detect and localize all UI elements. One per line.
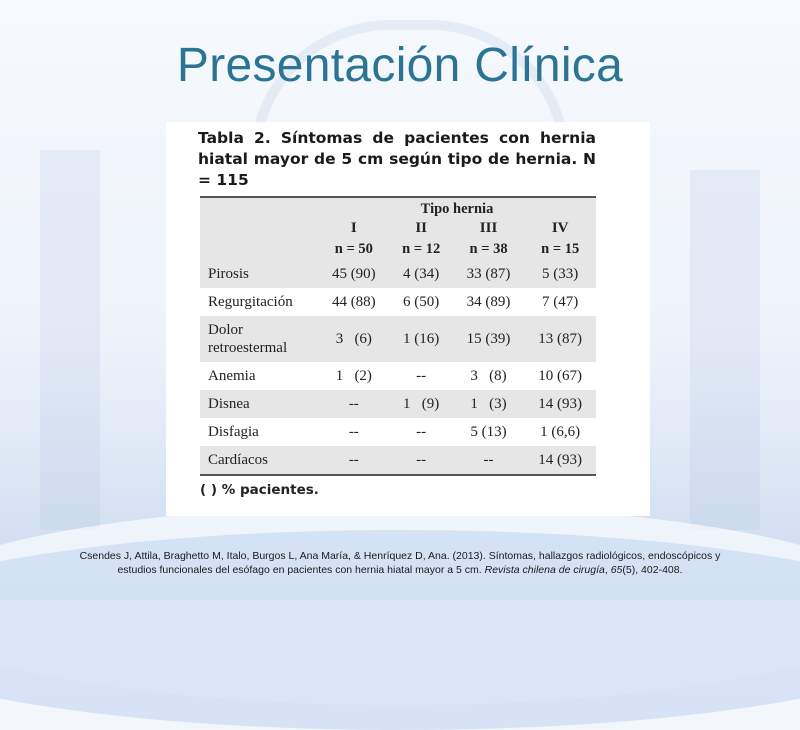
table-cell: 44 (88) (331, 293, 376, 310)
column-n: n = 50 (334, 240, 373, 257)
row-label: Disfagia (208, 423, 259, 440)
table-cell: 1 (9) (403, 395, 440, 412)
table-row (200, 446, 596, 475)
table-cell: 15 (39) (466, 331, 511, 347)
slide-title: Presentación Clínica (176, 39, 624, 92)
table-cell: 14 (93) (538, 395, 583, 412)
row-label: Dolor retroestermal (208, 322, 288, 356)
table-cell: -- (348, 395, 359, 412)
column-n: n = 12 (402, 240, 441, 257)
background-column-right (690, 170, 760, 530)
background-column-left (40, 150, 100, 530)
group-header: Tipo hernia (420, 200, 494, 217)
table-cell: 33 (87) (466, 265, 511, 282)
table-cell: 13 (87) (538, 331, 583, 347)
citation-issue-pages: (5), 402-408. (622, 564, 683, 576)
citation-line-2-text: estudios funcionales del esófago en pacientes con hernia hiatal mayor a 5 cm. (117, 564, 485, 576)
table-cell: 1 (2) (335, 367, 372, 384)
row-label: Anemia (208, 367, 256, 384)
citation-volume: 65 (610, 564, 623, 576)
column-n: n = 38 (469, 240, 508, 257)
table-image-panel (166, 122, 650, 516)
table-cell: -- (416, 423, 427, 440)
table-footnote: ( ) % pacientes. (200, 482, 319, 498)
table-cell: 10 (67) (538, 367, 583, 384)
table-row (200, 418, 596, 446)
citation-line-2: estudios funcionales del esófago en pacientes con hernia hiatal mayor a 5 cm. Revista chilena de cirugía, 65(5), 402-408. (117, 564, 683, 576)
table-row (200, 288, 596, 316)
row-label: Pirosis (208, 265, 249, 282)
table-cell: 5 (33) (542, 265, 579, 282)
column-type: II (415, 219, 428, 236)
column-type: III (479, 219, 498, 236)
table-cell: 1 (16) (403, 331, 440, 347)
column-type: I (350, 219, 357, 236)
symptoms-table (200, 196, 596, 476)
table-cell: 45 (90) (331, 265, 376, 282)
citation (40, 549, 760, 577)
table-cell: 4 (34) (403, 265, 440, 282)
table-cell: -- (416, 451, 427, 468)
table-cell: 7 (47) (542, 293, 579, 310)
citation-journal: Revista chilena de cirugía (484, 564, 605, 576)
table-cell: -- (348, 451, 359, 468)
table-cell: 5 (13) (470, 423, 507, 440)
table-cell: -- (483, 451, 494, 468)
table-cell: 6 (50) (403, 293, 440, 310)
table-cell: -- (348, 423, 359, 440)
row-label: Cardíacos (208, 451, 268, 468)
column-type: IV (551, 219, 569, 236)
table-row (200, 316, 596, 362)
column-n: n = 15 (541, 240, 580, 257)
citation-line-1: Csendes J, Attila, Braghetto M, Italo, Burgos L, Ana María, & Henríquez D, Ana. (2013). Síntomas, hallazgos radiológicos, endoscópicos y (79, 550, 721, 562)
table-caption: Tabla 2. Síntomas de pacientes con hernia hiatal mayor de 5 cm según tipo de hernia. N = 115 (198, 129, 596, 189)
table-row (200, 362, 596, 390)
table-cell: -- (416, 367, 427, 384)
table-cell: 3 (8) (470, 367, 507, 384)
table-row (200, 260, 596, 288)
row-label: Disnea (208, 395, 250, 412)
table-cell: 3 (6) (335, 331, 372, 347)
table-cell: 1 (3) (470, 395, 507, 412)
table-cell: 34 (89) (466, 293, 511, 310)
table-row (200, 390, 596, 418)
table-cell: 1 (6,6) (540, 423, 581, 440)
table-cell: 14 (93) (538, 451, 583, 468)
row-label: Regurgitación (208, 293, 293, 310)
